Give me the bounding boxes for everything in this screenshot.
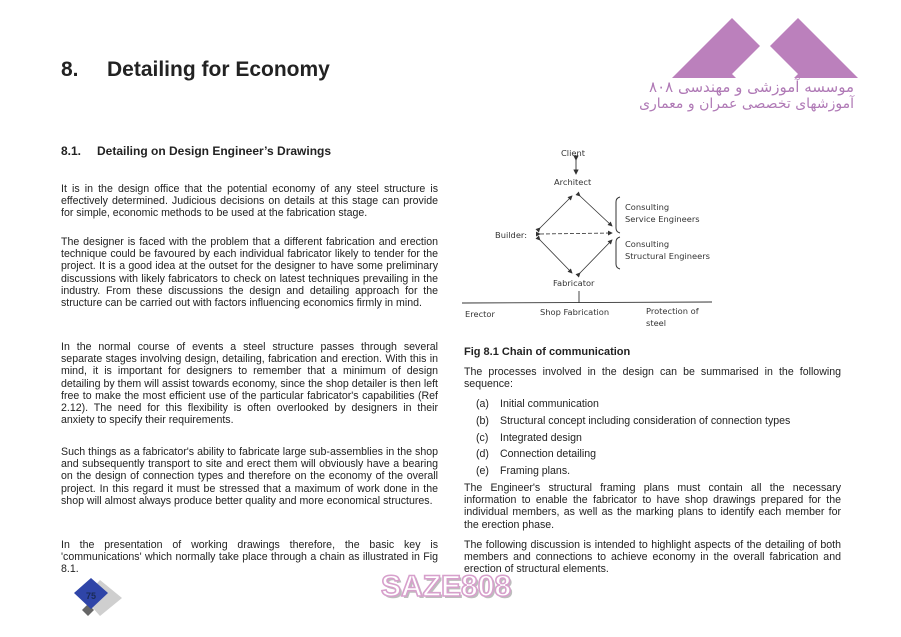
- node-erector: Erector: [465, 309, 495, 319]
- paragraph-1: It is in the design office that the potential economy of any steel structure is effectively determined. Judicious decisions on details at this stage can provide for simple, economic methods to be used at the fabrication stage.: [61, 183, 438, 220]
- following-discussion-paragraph: The following discussion is intended to highlight aspects of the detailing of both members and connections to achieve economy in the overall fabrication and erection of structural elements.: [464, 539, 841, 576]
- logo-text-line1: موسسه آموزشی و مهندسی ۸۰۸: [649, 78, 854, 96]
- paragraph-5: In the presentation of working drawings therefore, the basic key is 'communications' which normally take place through a chain as illustrated in Fig 8.1.: [61, 539, 438, 576]
- list-letter: (e): [476, 465, 489, 478]
- section-title: Detailing on Design Engineer’s Drawings: [97, 144, 332, 158]
- watermark: SAZE808: [381, 570, 512, 603]
- page-number-badge: [70, 572, 130, 622]
- chapter-number: 8.: [61, 58, 79, 81]
- list-text: Integrated design: [500, 431, 582, 444]
- list-letter: (a): [476, 398, 489, 410]
- chapter-title: Detailing for Economy: [107, 58, 330, 81]
- list-letter: (b): [476, 414, 489, 427]
- list-letter: (c): [476, 431, 489, 444]
- framing-plans-paragraph: The Engineer's structural framing plans must contain all the necessary information to enable the fabricator to have shop drawings prepared for the individual members, as well as the marking plans to identify each member for the erection phase.: [464, 482, 841, 531]
- bracket-service: [616, 197, 620, 233]
- paragraph-2: The designer is faced with the problem that a different fabrication and erection technique could be favoured by each individual fabricator likely to tender for the project. It is a good idea at the outset for the designer to have some preliminary discussions with likely fabricators to check on latest techniques prevailing in the industry. From these discussions the design and detailing approach for the structure can be carried out with factors influencing economics firmly in mind.: [61, 236, 438, 310]
- node-builder: Builder:: [495, 230, 527, 240]
- list-letter: (d): [476, 448, 489, 461]
- arrow-architect-consultants: [580, 196, 612, 226]
- list-text: Structural concept including consideration of connection types: [500, 414, 791, 427]
- process-intro: The processes involved in the design can be summarised in the following sequence:: [464, 366, 841, 391]
- list-text: Connection detailing: [500, 448, 597, 461]
- arrow-builder-architect: [540, 196, 572, 228]
- node-consulting-service-1: Consulting: [625, 202, 670, 212]
- node-consulting-structural-1: Consulting: [625, 239, 670, 249]
- logo-text-line2: آموزشهای تخصصی عمران و معماری: [639, 96, 854, 112]
- section-number: 8.1.: [61, 144, 82, 158]
- node-shop-fabrication: Shop Fabrication: [540, 307, 610, 317]
- chain-of-communication-diagram: [460, 140, 720, 340]
- logo-left-peak: [672, 18, 760, 78]
- node-architect: Architect: [554, 177, 592, 187]
- list-text: Framing plans.: [500, 465, 571, 478]
- list-item: [476, 413, 790, 430]
- arrow-builder-consultants: [540, 233, 612, 234]
- list-item: [476, 430, 790, 447]
- list-item: [476, 463, 790, 480]
- process-baseline: [462, 302, 712, 303]
- node-protection-2: steel: [646, 318, 667, 328]
- paragraph-3: In the normal course of events a steel structure passes through several separate stages involving design, detailing, fabrication and erection. With this in mind, it is important for designers to remember that a minimum of design detailing by them will assist towards economy, since the shop detailer is then left free to make the most efficient use of the particular fabricator's capabilities (Ref 2.12). The need for this flexibility is often overlooked by designers in their anxiety to specify their requirements.: [61, 341, 438, 427]
- figure-caption: Fig 8.1 Chain of communication: [464, 346, 631, 358]
- list-item: [476, 446, 790, 463]
- node-client: Client: [561, 148, 586, 158]
- paragraph-4: Such things as a fabricator's ability to fabricate large sub-assemblies in the shop and subsequently transport to site and erect them will obviously have a bearing on the design of connection types and therefore on the economy of the overall project. In this regard it must be stressed that a maximum of work done in the shop will almost always produce better quality and more economical structures.: [61, 446, 438, 507]
- list-text: Initial communication: [500, 398, 599, 410]
- node-consulting-service-2: Service Engineers: [625, 214, 700, 224]
- node-consulting-structural-2: Structural Engineers: [625, 251, 710, 261]
- process-list: [476, 396, 790, 480]
- node-protection-1: Protection of: [646, 306, 699, 316]
- node-fabricator: Fabricator: [553, 278, 595, 288]
- arrow-builder-fabricator: [540, 240, 572, 273]
- arrow-fabricator-consultants: [580, 240, 612, 273]
- logo-right-peak: [770, 18, 858, 78]
- page-number: 75: [85, 591, 96, 601]
- bracket-structural: [616, 237, 620, 269]
- list-item: [476, 396, 790, 413]
